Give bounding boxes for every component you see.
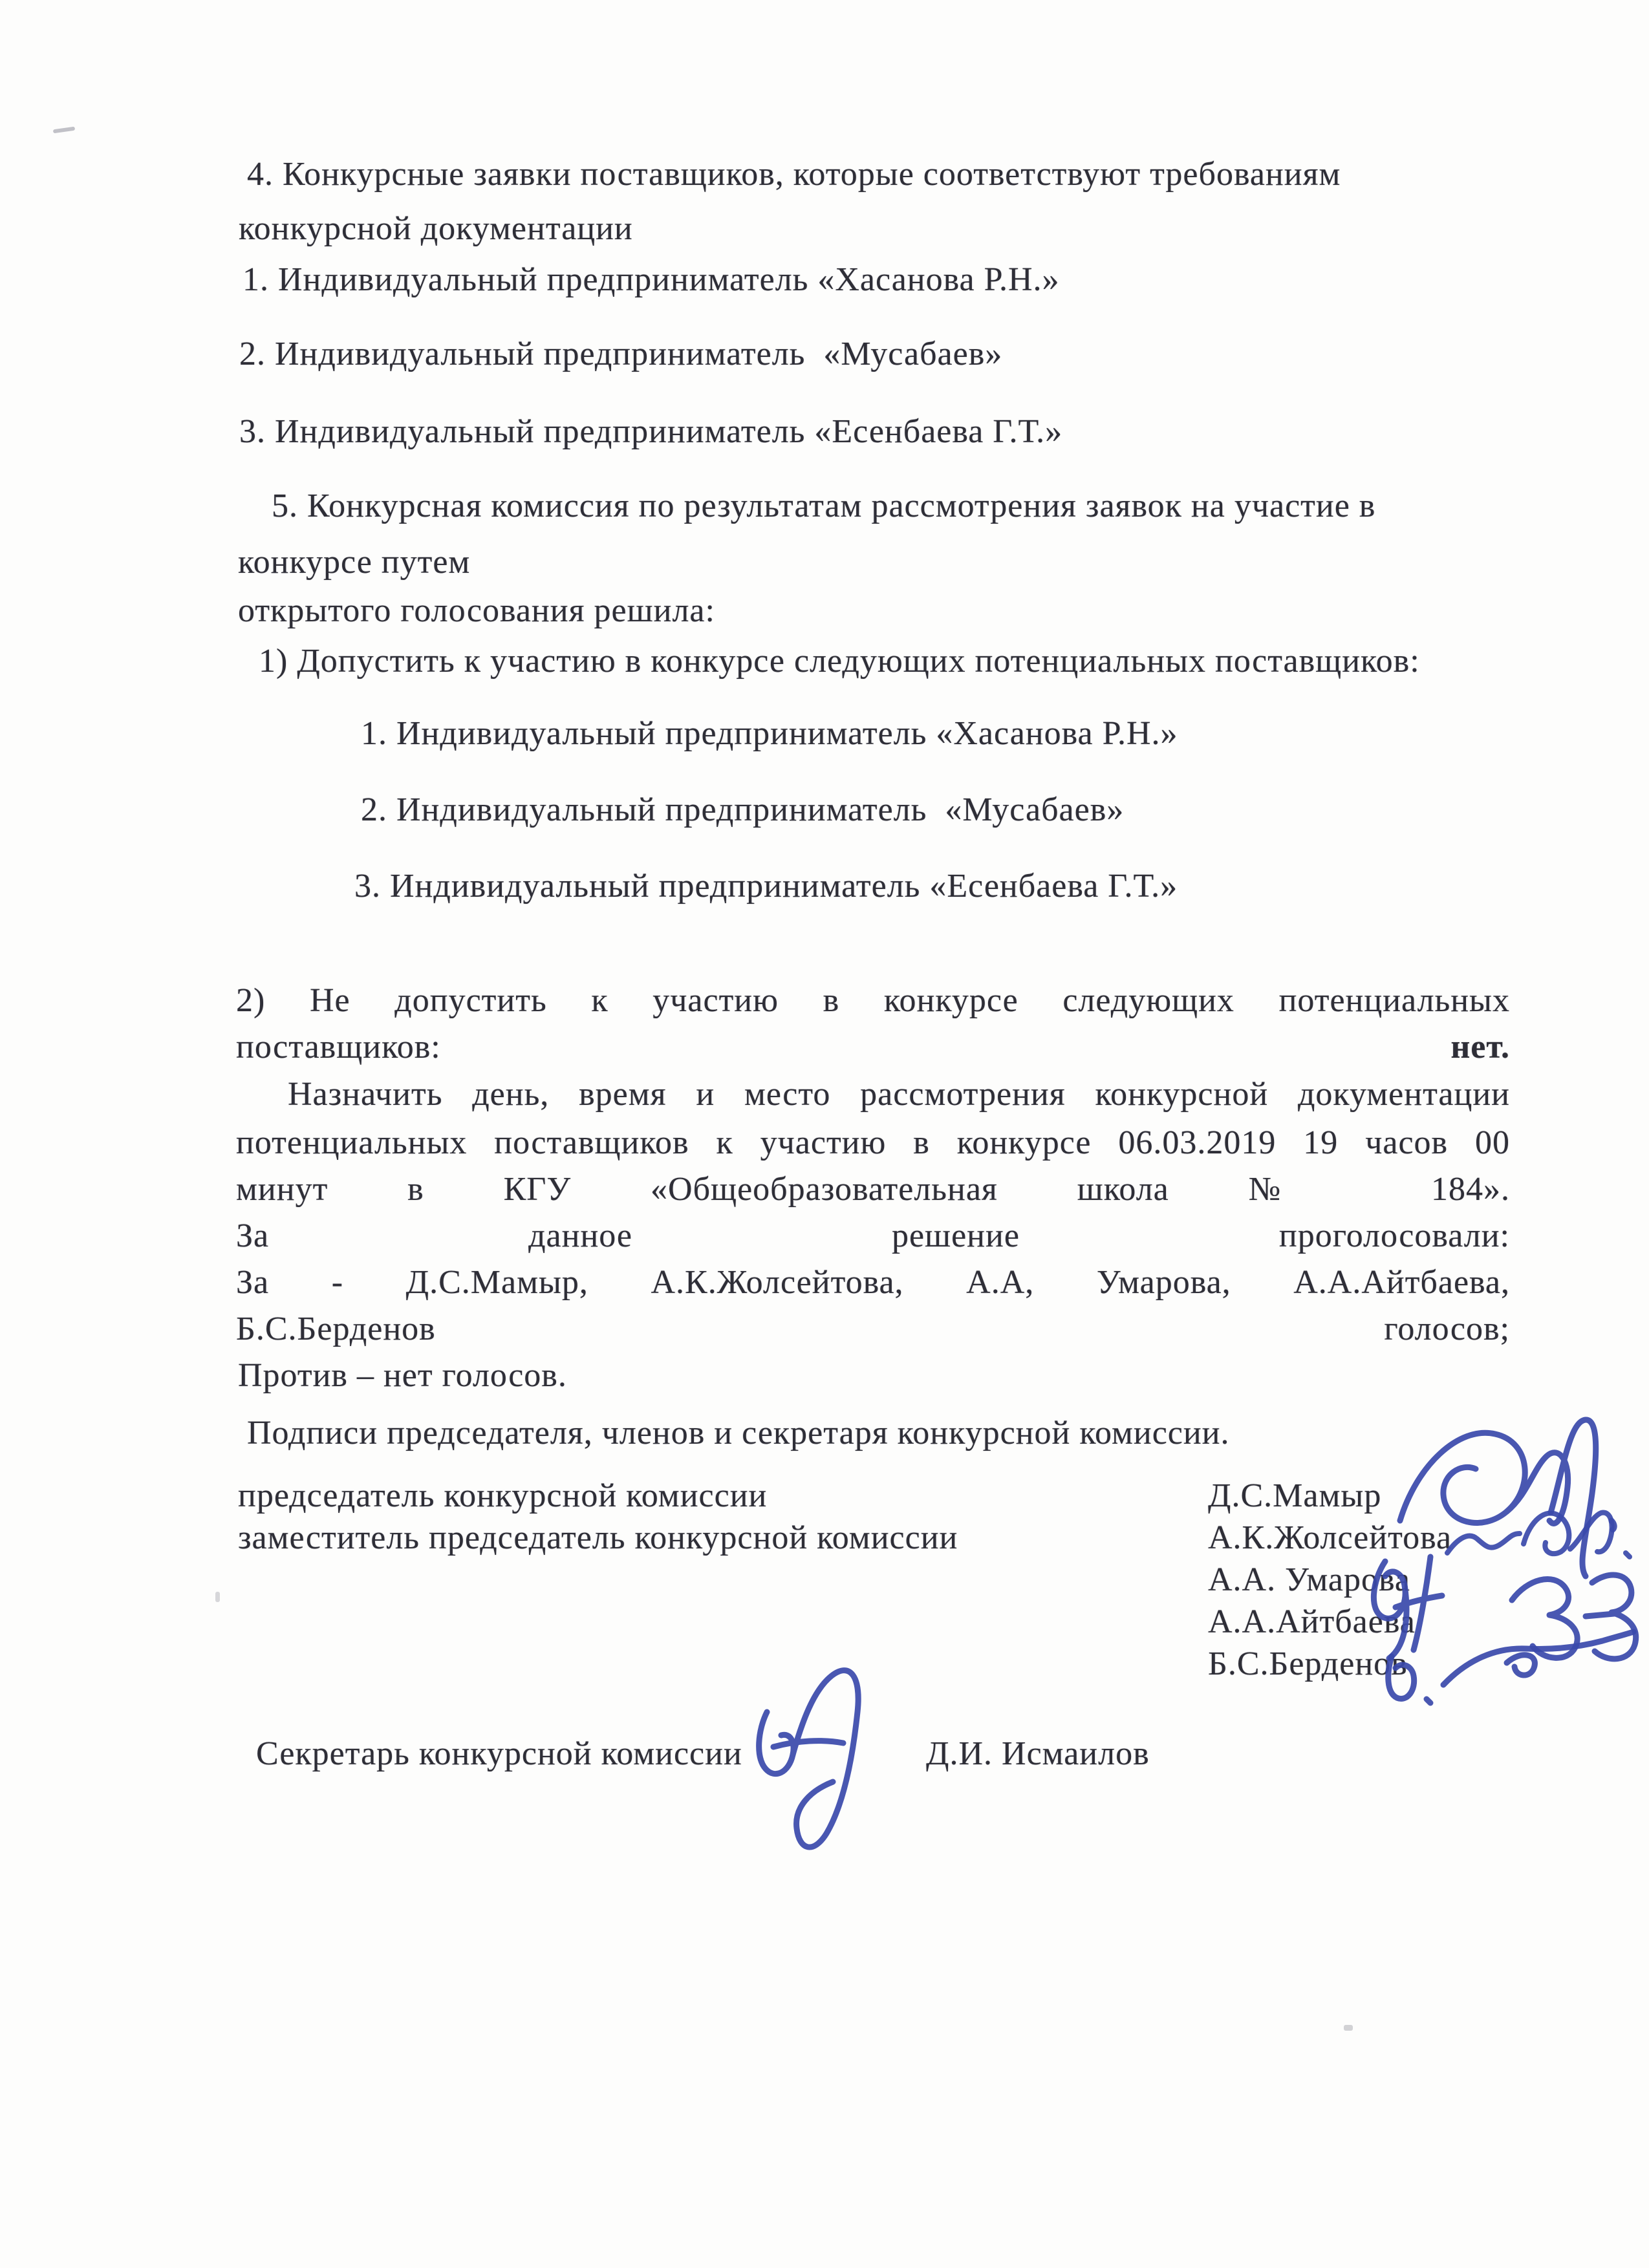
deny-value: нет. [1450, 1029, 1510, 1065]
decision-line3: минут в КГУ «Общеобразовательная школа № 184». [236, 1171, 1510, 1208]
supplier-item: 2. Индивидуальный предприниматель «Мусабаев» [239, 336, 1003, 372]
deny-label: поставщиков: [236, 1029, 441, 1065]
allowed-supplier-item: 2. Индивидуальный предприниматель «Мусабаев» [361, 791, 1125, 828]
votes-name: Б.С.Берденов [236, 1311, 436, 1347]
section5-line2: конкурсе путем [238, 544, 471, 581]
section5-line1: 5. Конкурсная комиссия по результатам рассмотрения заявок на участие в [272, 487, 1376, 524]
signatures-heading: Подписи председателя, членов и секретаря конкурсной комиссии. [247, 1415, 1230, 1451]
signature-ismailov [759, 1671, 859, 1847]
secretary-name: Д.И. Исмаилов [926, 1735, 1150, 1772]
decision-line5: За - Д.С.Мамыр, А.К.Жолсейтова, А.А, Умарова, А.А.Айтбаева, [236, 1264, 1510, 1301]
decision-line4: За данное решение проголосовали: [236, 1217, 1510, 1254]
votes-value: голосов; [1384, 1311, 1510, 1347]
supplier-item: 3. Индивидуальный предприниматель «Есенбаева Г.Т.» [239, 413, 1063, 450]
scan-speck [215, 1592, 220, 1602]
signer-name: А.А. Умарова [1208, 1561, 1410, 1598]
section5-line3: открытого голосования решила: [238, 592, 715, 629]
allowed-supplier-item: 1. Индивидуальный предприниматель «Хасанова Р.Н.» [361, 715, 1178, 752]
signer-name: Б.С.Берденов [1208, 1645, 1408, 1682]
role-chairman: председатель конкурсной комиссии [238, 1477, 768, 1514]
signature-berdenov [1388, 1632, 1633, 1703]
signature-aytbayeva [1512, 1575, 1636, 1659]
scan-speck [53, 127, 76, 134]
deny-heading-line1: 2) Не допустить к участию в конкурсе следующих потенциальных [236, 982, 1510, 1019]
decision-line1: Назначить день, время и место рассмотрения конкурсной документации [288, 1076, 1510, 1113]
signer-name: А.А.Айтбаева [1208, 1603, 1416, 1640]
signer-name: Д.С.Мамыр [1208, 1477, 1382, 1514]
deny-heading-line2 [236, 1027, 1510, 1067]
signature-zholseytova [1447, 1513, 1630, 1557]
supplier-item: 1. Индивидуальный предприниматель «Хасанова Р.Н.» [242, 261, 1060, 298]
signer-name: А.К.Жолсейтова [1208, 1519, 1452, 1556]
section4-heading-line1: 4. Конкурсные заявки поставщиков, которые соответствуют требованиям [247, 156, 1341, 193]
allow-heading: 1) Допустить к участию в конкурсе следующих потенциальных поставщиков: [259, 643, 1420, 679]
scan-speck [1344, 2025, 1353, 2031]
role-secretary: Секретарь конкурсной комиссии [256, 1735, 742, 1772]
votes-line [236, 1309, 1510, 1349]
against-line: Против – нет голосов. [238, 1357, 567, 1394]
decision-line2: потенциальных поставщиков к участию в конкурсе 06.03.2019 19 часов 00 [236, 1124, 1510, 1161]
role-deputy: заместитель председатель конкурсной комиссии [238, 1519, 958, 1556]
allowed-supplier-item: 3. Индивидуальный предприниматель «Есенбаева Г.Т.» [354, 868, 1178, 904]
section4-heading-line2: конкурсной документации [239, 210, 633, 247]
